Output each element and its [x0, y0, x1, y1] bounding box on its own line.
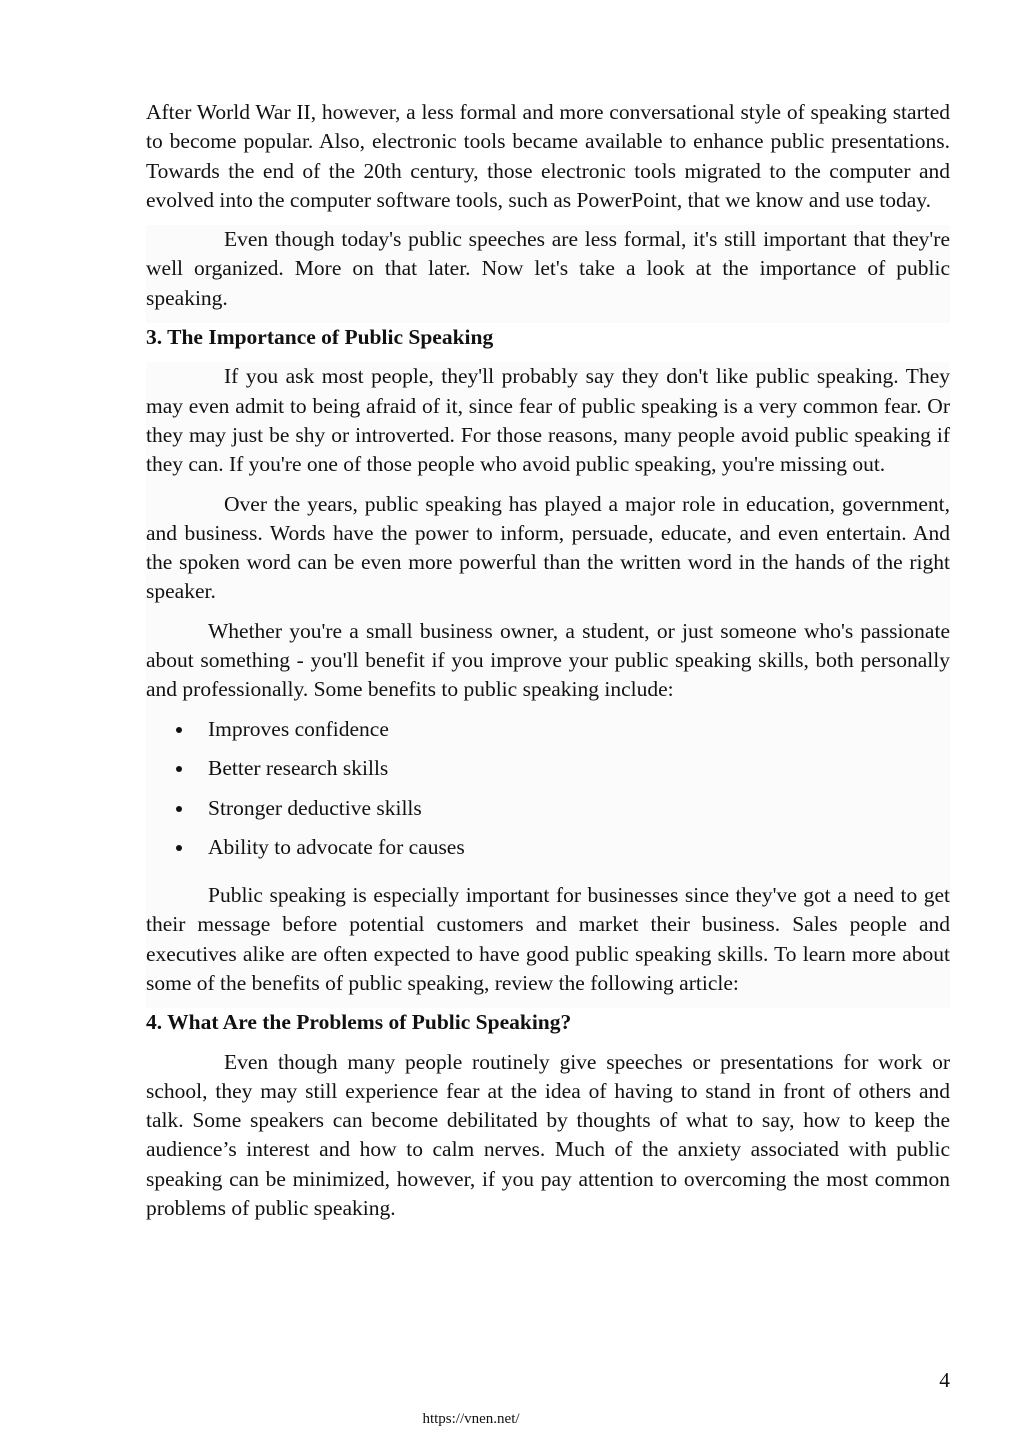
- section-heading-importance: 3. The Importance of Public Speaking: [146, 325, 494, 350]
- paragraph-speaking-problems: Even though many people routinely give speeches or presentations for work or school, they may still experience fear at the idea of having to stand in front of others and talk. Some speakers can become debilitated by thoughts of what to say, how to keep the audience’s interest and how to calm nerves. Much of the anxiety associated with public speaking can be minimized, however, if you pay attention to overcoming the most common problems of public speaking.: [146, 1049, 950, 1220]
- bullet-dot-icon: [176, 727, 182, 733]
- list-item: [146, 794, 950, 823]
- bullet-dot-icon: [176, 806, 182, 812]
- list-item: [146, 715, 950, 744]
- list-item-text: Better research skills: [208, 756, 389, 781]
- paragraph-post-war-style: After World War II, however, a less formal and more conversational style of speaking started to become popular. Also, electronic tools became available to enhance public presentations. Towards the end of the 20th century, those electronic tools migrated to the computer and evolved into the computer software tools, such as PowerPoint, that we know and use today.: [146, 100, 950, 212]
- paragraph-benefits-intro: Whether you're a small business owner, a student, or just someone who's passionate about something - you'll benefit if you improve your public speaking skills, both personally and professionally. Some benefits to public speaking include:: [146, 617, 950, 715]
- list-item: [146, 754, 950, 783]
- paragraph-organized-speeches: Even though today's public speeches are less formal, it's still important that they're well organized. More on that later. Now let's take a look at the importance of public speaking.: [146, 225, 950, 323]
- paragraph-fear-of-speaking: If you ask most people, they'll probably say they don't like public speaking. They may even admit to being afraid of it, since fear of public speaking is a very common fear. Or they may just be shy or introverted. For those reasons, many people avoid public speaking if they can. If you're one of those people who avoid public speaking, you're missing out.: [146, 362, 950, 489]
- list-item-text: Ability to advocate for causes: [208, 835, 465, 860]
- benefits-list: [146, 715, 950, 881]
- list-item: [146, 833, 950, 862]
- paragraph-business-speaking: Public speaking is especially important for businesses since they've got a need to get their message before potential customers and market their business. Sales people and executives alike are often expected to have good public speaking skills. To learn more about some of the benefits of public speaking, review the following article:: [146, 881, 950, 1008]
- section-heading-problems: 4. What Are the Problems of Public Speaking?: [146, 1010, 572, 1035]
- paragraph-power-of-words: Over the years, public speaking has played a major role in education, government, and business. Words have the power to inform, persuade, educate, and even entertain. And the spoken word can be even more powerful than the written word in the hands of the right speaker.: [146, 490, 950, 617]
- footer-url: https://vnen.net/: [422, 1411, 520, 1427]
- list-item-text: Improves confidence: [208, 716, 389, 741]
- list-item-text: Stronger deductive skills: [208, 795, 422, 820]
- document-page: [146, 98, 950, 1233]
- page-number: 4: [939, 1368, 950, 1392]
- bullet-dot-icon: [176, 845, 182, 851]
- bullet-dot-icon: [176, 766, 182, 772]
